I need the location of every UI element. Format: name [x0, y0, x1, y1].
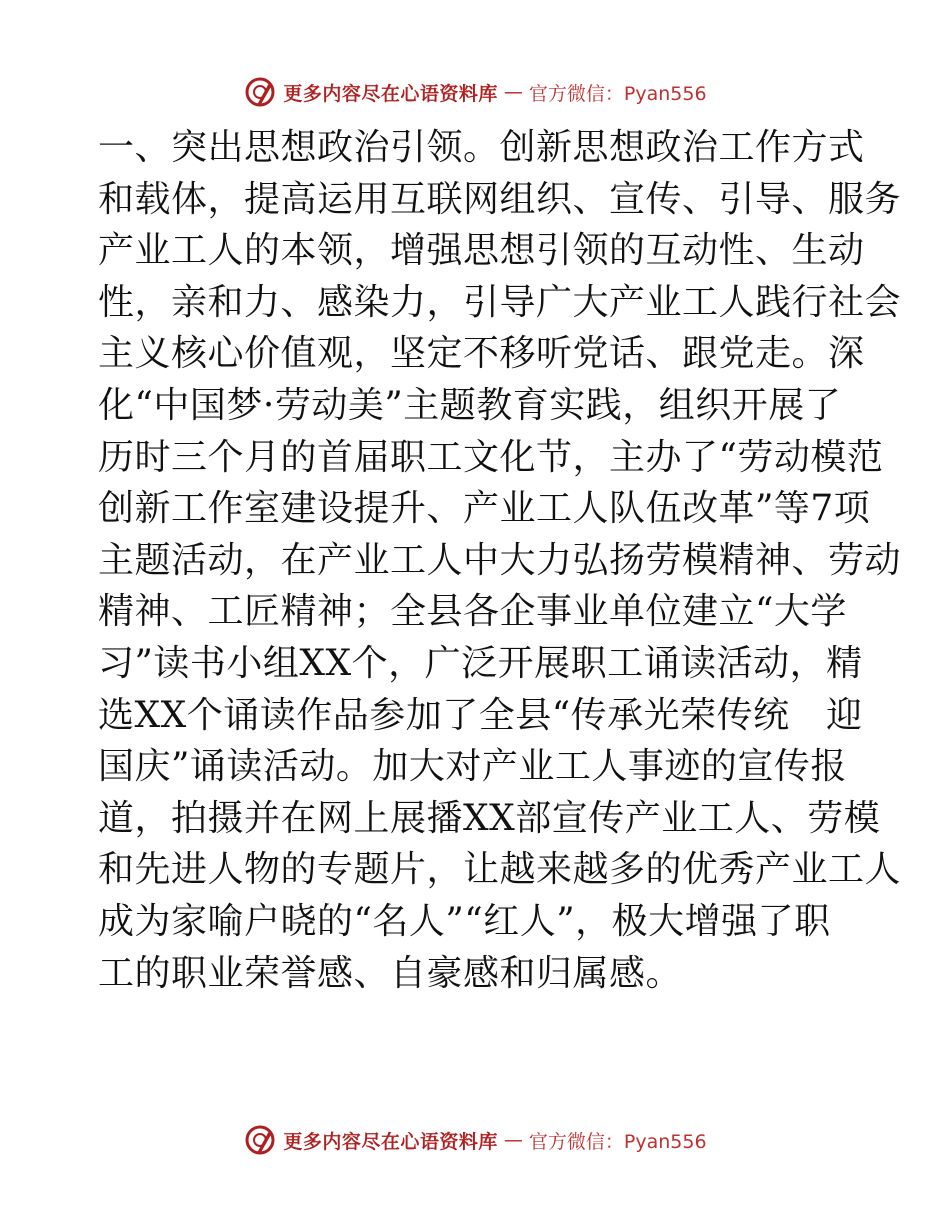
pen-circle-logo-icon: [243, 75, 277, 109]
watermark-text: 更多内容尽在心语资料库: [283, 82, 498, 105]
text-line: 产业工人的本领，增强思想引领的互动性、生动: [98, 230, 865, 272]
text-line: 成为家喻户晓的“名人”“红人”，极大增强了职: [98, 900, 831, 942]
text-line: 和载体，提高运用互联网组织、宣传、引导、服务: [98, 178, 902, 220]
pen-circle-logo-icon: [243, 1123, 277, 1157]
text-line: 一、突出思想政治引领。创新思想政治工作方式: [98, 127, 865, 168]
watermark-dash: —: [503, 81, 523, 103]
text-line: 和先进人物的专题片，让越来越多的优秀产业工人: [98, 849, 902, 891]
text-line: 化“中国梦·劳动美”主题教育实践，组织开展了: [98, 384, 842, 426]
text-line: 创新工作室建设提升、产业工人队伍改革”等7项: [98, 488, 871, 530]
text-line: 精神、工匠精神；全县各企事业单位建立“大学: [98, 591, 847, 633]
text-line: 道，拍摄并在网上展播XX部宣传产业工人、劳模: [98, 797, 881, 839]
document-body: [98, 122, 902, 999]
text-line: 工的职业荣誉感、自豪感和归属感。: [98, 952, 683, 994]
watermark-dash: —: [503, 1129, 523, 1151]
watermark-wechat: 官方微信：Pyan556: [528, 82, 707, 105]
text-line: 主题活动，在产业工人中大力弘扬劳模精神、劳动: [98, 539, 902, 581]
text-line: 主义核心价值观，坚定不移听党话、跟党走。深: [98, 333, 865, 375]
text-line: 性，亲和力、感染力，引导广大产业工人践行社会: [98, 281, 902, 323]
footer-watermark: [0, 1120, 950, 1160]
watermark-wechat: 官方微信：Pyan556: [528, 1130, 707, 1153]
text-line: 历时三个月的首届职工文化节，主办了“劳动模范: [98, 436, 884, 478]
watermark-text: 更多内容尽在心语资料库: [283, 1130, 498, 1153]
header-watermark: [0, 72, 950, 112]
text-line: 习”读书小组XX个，广泛开展职工诵读活动，精: [98, 642, 863, 684]
text-line: 国庆”诵读活动。加大对产业工人事迹的宣传报: [98, 746, 847, 788]
text-line: 选XX个诵读作品参加了全县“传承光荣传统 迎: [98, 694, 863, 736]
